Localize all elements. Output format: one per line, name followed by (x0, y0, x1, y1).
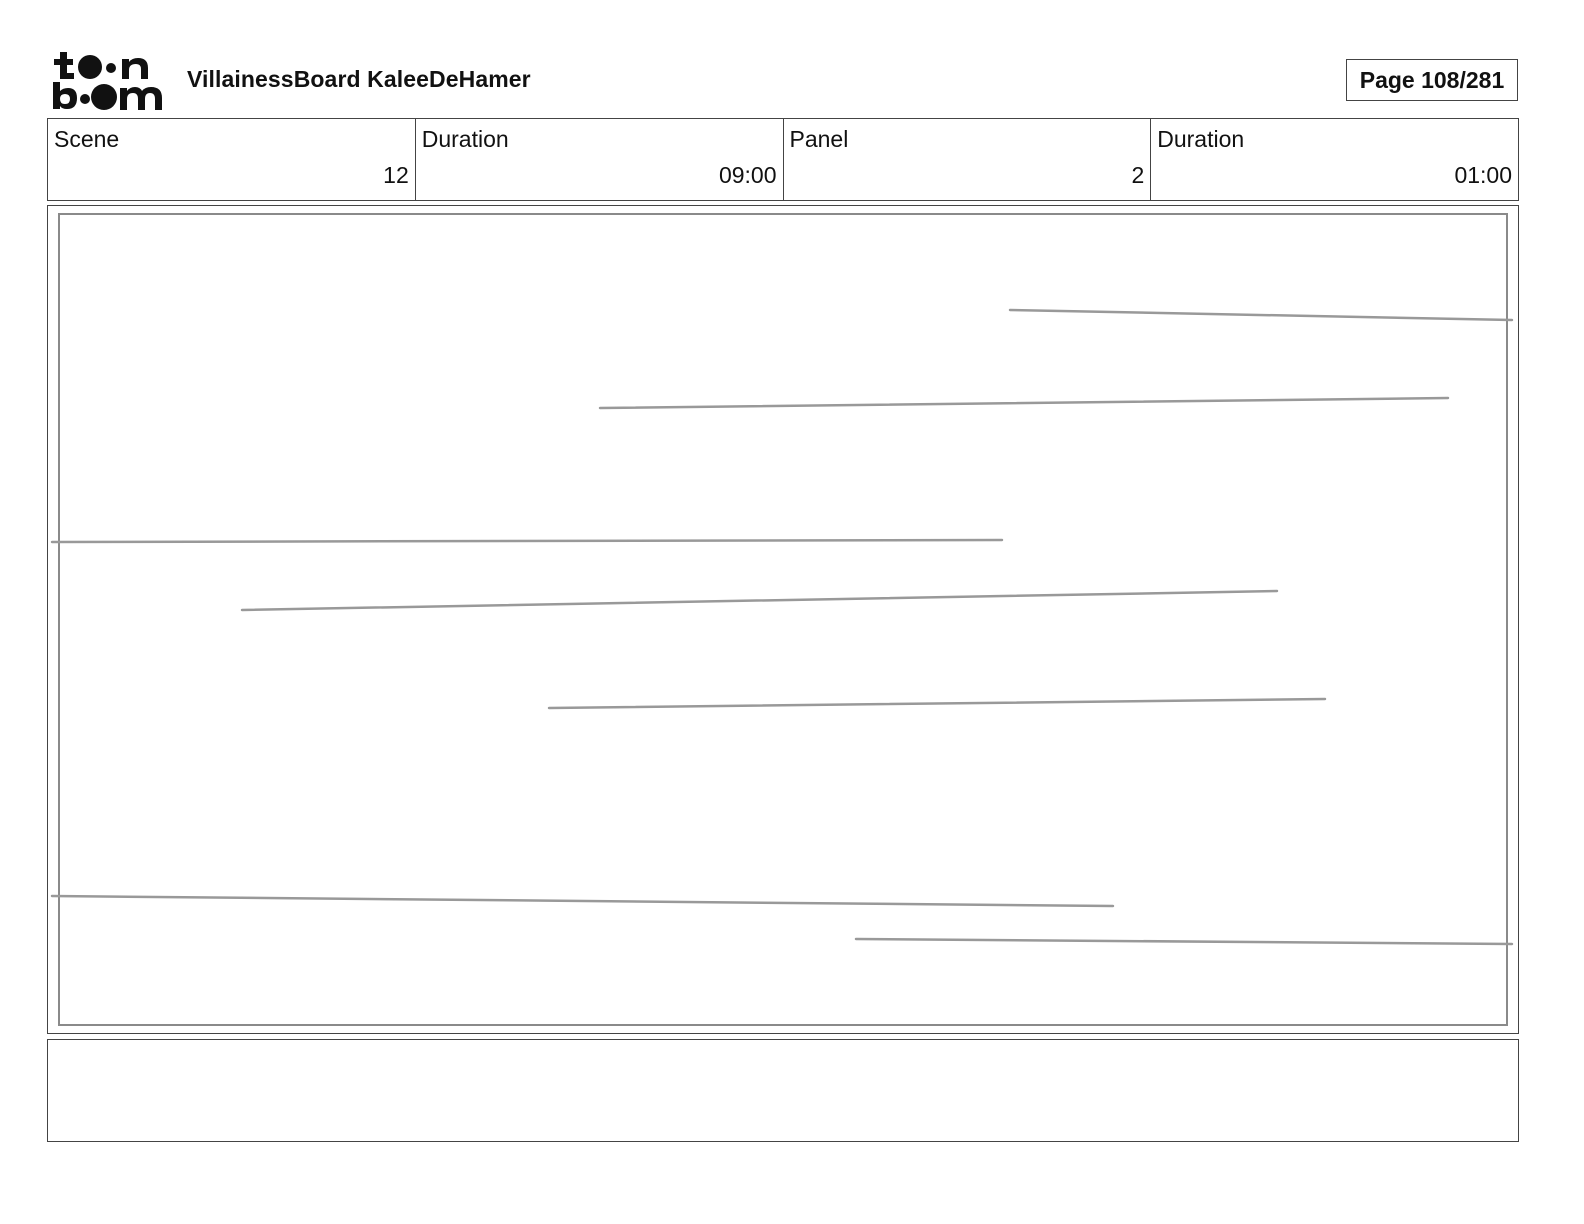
toon-boom-logo (52, 50, 164, 112)
page-number-badge: Page 108/281 (1346, 59, 1518, 101)
panel-duration-value: 01:00 (1454, 162, 1512, 188)
speed-line (242, 591, 1277, 610)
scene-duration-cell (415, 119, 783, 200)
panel-drawing (48, 206, 1518, 1033)
project-title: VillainessBoard KaleeDeHamer (187, 66, 531, 92)
panel-duration-cell (1150, 119, 1518, 200)
speed-line (52, 540, 1002, 542)
speed-line (549, 699, 1325, 708)
speed-line (600, 398, 1448, 408)
scene-duration-label: Duration (421, 126, 509, 152)
panel-cell (783, 119, 1151, 200)
panel-value: 2 (1131, 162, 1145, 188)
scene-label: Scene (54, 126, 120, 152)
scene-value: 12 (383, 162, 409, 188)
panel-duration-label: Duration (1157, 126, 1245, 152)
scene-duration-value: 09:00 (718, 162, 777, 188)
dialogue-notes-box (47, 1039, 1519, 1142)
speed-line (52, 896, 1113, 906)
speed-line (856, 939, 1512, 944)
scene-info-table (47, 118, 1519, 201)
storyboard-panel (47, 205, 1519, 1034)
speed-line (1010, 310, 1512, 320)
panel-label: Panel (789, 126, 849, 152)
scene-cell (48, 119, 415, 200)
